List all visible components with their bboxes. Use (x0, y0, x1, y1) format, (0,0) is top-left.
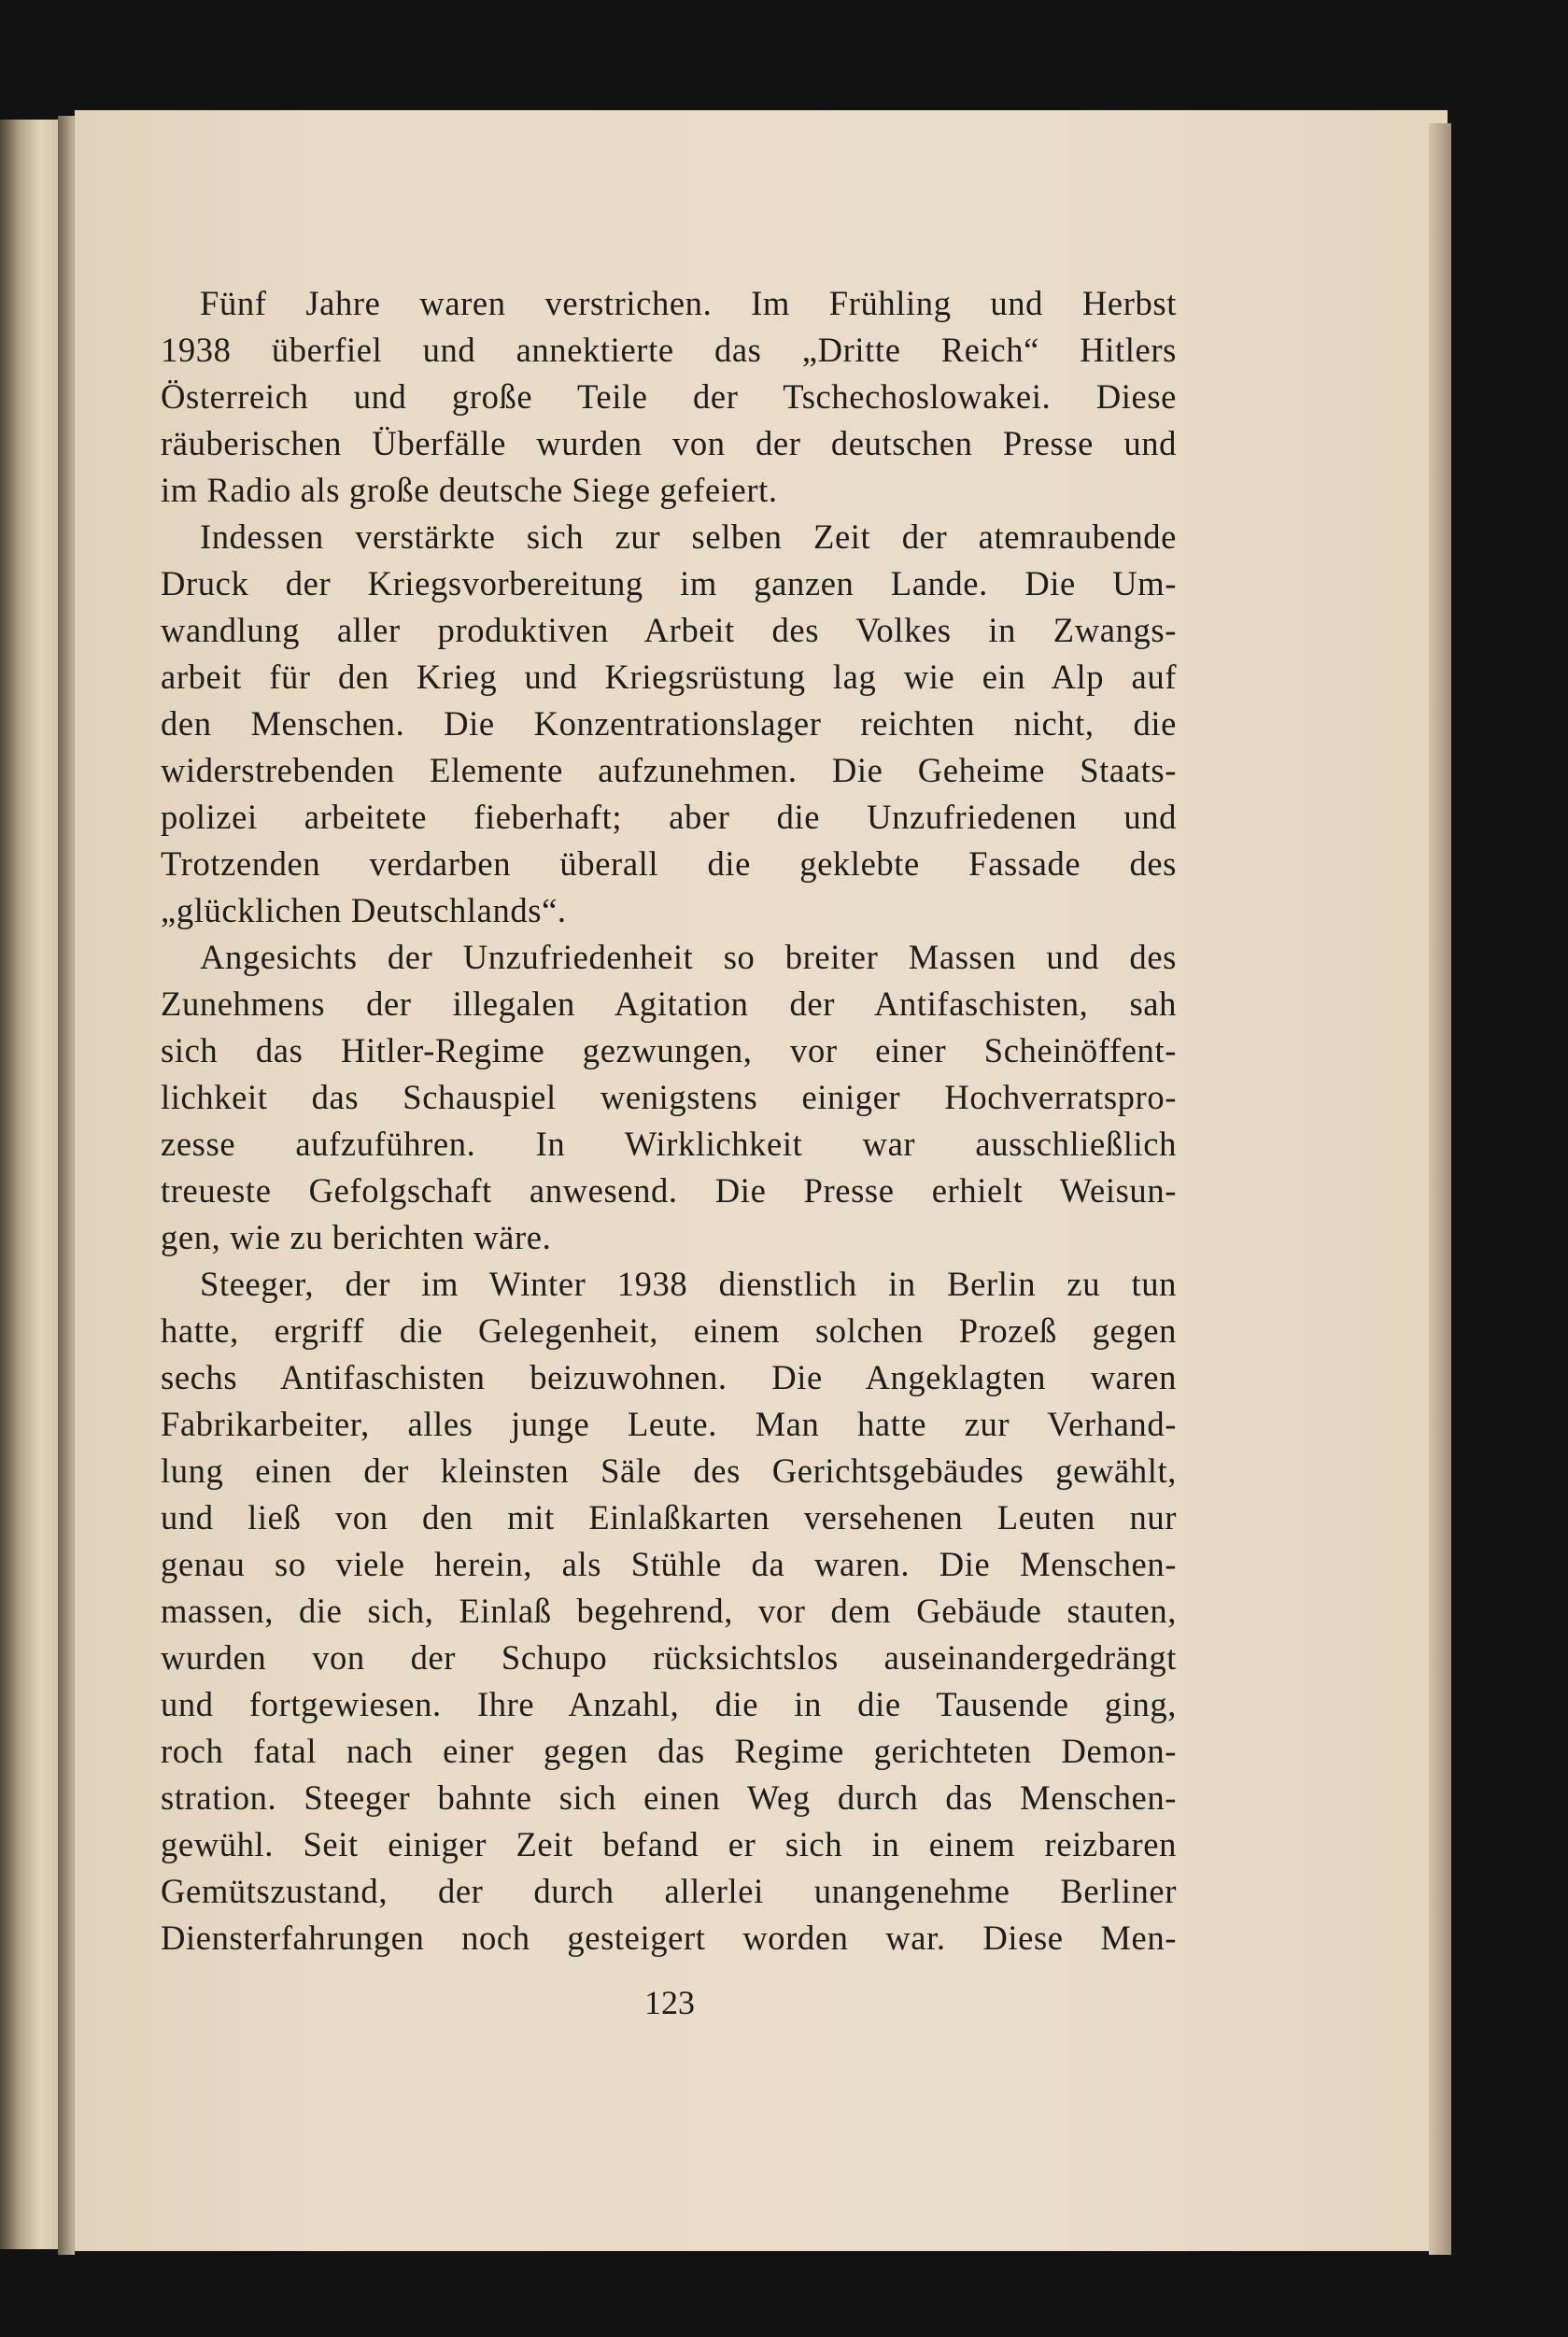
paragraph-2 (161, 514, 1177, 934)
text-line: und ließ von den mit Einlaßkarten versehenen Leuten nur (161, 1498, 1177, 1537)
paragraph-1 (161, 280, 1177, 514)
text-line: massen, die sich, Einlaß begehrend, vor dem Gebäude stauten, (161, 1592, 1177, 1630)
text-line: Angesichts der Unzufriedenheit so breiter Massen und des (200, 938, 1177, 976)
paragraph-3 (161, 934, 1177, 1261)
text-line: Steeger, der im Winter 1938 dienstlich in Berlin zu tun (200, 1265, 1177, 1303)
text-line: stration. Steeger bahnte sich einen Weg durch das Menschen- (161, 1778, 1177, 1817)
text-line: Diensterfahrungen noch gesteigert worden war. Diese Men- (161, 1919, 1177, 1957)
paragraph-4 (161, 1261, 1177, 1962)
text-line: den Menschen. Die Konzentrationslager reichten nicht, die (161, 704, 1177, 743)
page-right-edge (1429, 123, 1451, 2255)
text-line: Zunehmens der illegalen Agitation der Antifaschisten, sah (161, 984, 1177, 1023)
text-line: widerstrebenden Elemente aufzunehmen. Die Geheime Staats- (161, 751, 1177, 789)
text-line: arbeit für den Krieg und Kriegsrüstung lag wie ein Alp auf (161, 658, 1177, 696)
left-page-edge (0, 120, 58, 2249)
text-line: im Radio als große deutsche Siege gefeiert. (161, 471, 778, 509)
text-line: Fabrikarbeiter, alles junge Leute. Man hatte zur Verhand- (161, 1405, 1177, 1443)
book-spine-shadow (58, 116, 75, 2255)
text-line: Fünf Jahre waren verstrichen. Im Frühling und Herbst (200, 284, 1177, 322)
text-line: lung einen der kleinsten Säle des Gerichtsgebäudes gewählt, (161, 1452, 1177, 1490)
text-line: roch fatal nach einer gegen das Regime gerichteten Demon- (161, 1732, 1177, 1770)
text-line: wurden von der Schupo rücksichtslos auseinandergedrängt (161, 1638, 1177, 1677)
text-line: treueste Gefolgschaft anwesend. Die Presse erhielt Weisun- (161, 1171, 1177, 1210)
text-line: wandlung aller produktiven Arbeit des Volkes in Zwangs- (161, 611, 1177, 649)
text-line: gewühl. Seit einiger Zeit befand er sich in einem reizbaren (161, 1825, 1177, 1863)
text-line: räuberischen Überfälle wurden von der deutschen Presse und (161, 424, 1177, 462)
page-body-text (161, 280, 1177, 1962)
text-line: Trotzenden verdarben überall die geklebte Fassade des (161, 844, 1177, 883)
text-line: 1938 überfiel und annektierte das „Dritte Reich“ Hitlers (161, 331, 1177, 369)
text-line: polizei arbeitete fieberhaft; aber die Unzufriedenen und (161, 798, 1177, 836)
text-line: lichkeit das Schauspiel wenigstens einiger Hochverratspro- (161, 1078, 1177, 1116)
text-line: Druck der Kriegsvorbereitung im ganzen Lande. Die Um- (161, 564, 1177, 602)
text-line: hatte, ergriff die Gelegenheit, einem solchen Prozeß gegen (161, 1311, 1177, 1350)
text-line: sich das Hitler-Regime gezwungen, vor einer Scheinöffent- (161, 1031, 1177, 1069)
text-line: gen, wie zu berichten wäre. (161, 1218, 552, 1256)
text-line: sechs Antifaschisten beizuwohnen. Die Angeklagten waren (161, 1358, 1177, 1396)
text-line: zesse aufzuführen. In Wirklichkeit war ausschließlich (161, 1125, 1177, 1163)
page-number: 123 (644, 1984, 695, 2021)
text-line: Österreich und große Teile der Tschechoslowakei. Diese (161, 377, 1177, 416)
text-line: Indessen verstärkte sich zur selben Zeit der atemraubende (200, 517, 1177, 556)
text-line: Gemütszustand, der durch allerlei unangenehme Berliner (161, 1872, 1177, 1910)
text-line: genau so viele herein, als Stühle da waren. Die Menschen- (161, 1545, 1177, 1583)
text-line: und fortgewiesen. Ihre Anzahl, die in die Tausende ging, (161, 1685, 1177, 1723)
text-line: „glücklichen Deutschlands“. (161, 891, 567, 929)
